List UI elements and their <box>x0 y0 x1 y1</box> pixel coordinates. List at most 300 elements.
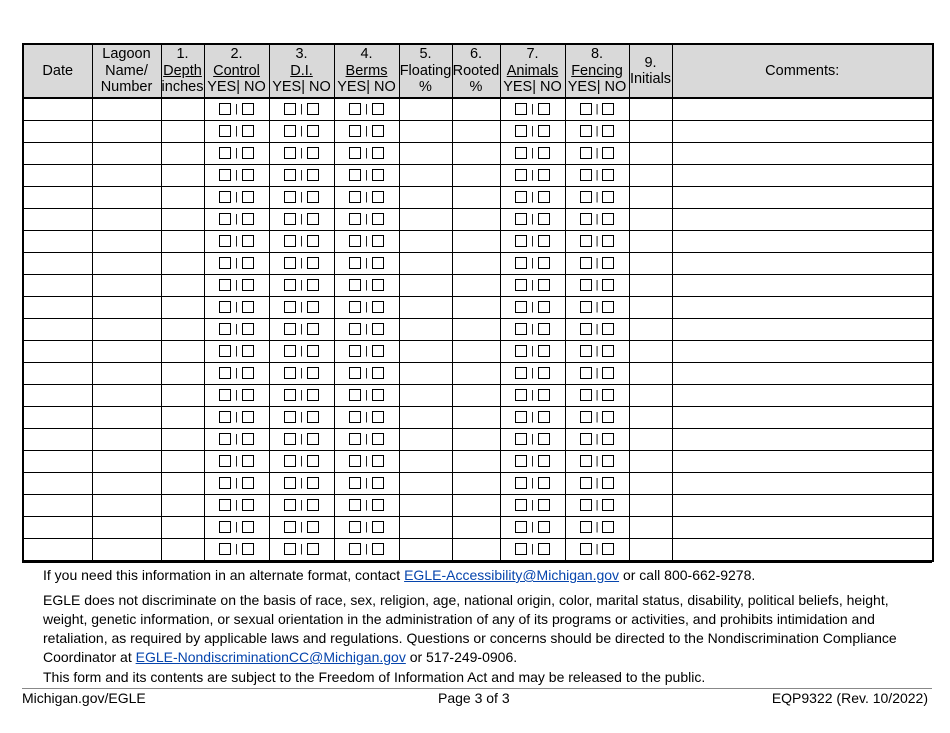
cell-lagoon-input[interactable] <box>92 495 161 517</box>
cell-date-input[interactable] <box>23 319 92 341</box>
cell-rooted-input[interactable] <box>452 363 500 385</box>
cell-lagoon-input[interactable] <box>92 297 161 319</box>
di-yes-checkbox[interactable] <box>284 543 296 555</box>
cell-initials-input[interactable] <box>629 121 672 143</box>
berms-yes-checkbox[interactable] <box>349 279 361 291</box>
cell-initials-input[interactable] <box>629 165 672 187</box>
cell-comments-input[interactable] <box>672 98 933 121</box>
control-no-checkbox[interactable] <box>242 235 254 247</box>
animals-yes-checkbox[interactable] <box>515 499 527 511</box>
fencing-no-checkbox[interactable] <box>602 125 614 137</box>
control-no-checkbox[interactable] <box>242 147 254 159</box>
fencing-yes-checkbox[interactable] <box>580 191 592 203</box>
control-yes-checkbox[interactable] <box>219 367 231 379</box>
cell-rooted-input[interactable] <box>452 407 500 429</box>
cell-date-input[interactable] <box>23 341 92 363</box>
di-no-checkbox[interactable] <box>307 103 319 115</box>
fencing-no-checkbox[interactable] <box>602 169 614 181</box>
cell-date-input[interactable] <box>23 429 92 451</box>
cell-floating-input[interactable] <box>399 121 452 143</box>
berms-yes-checkbox[interactable] <box>349 103 361 115</box>
cell-comments-input[interactable] <box>672 451 933 473</box>
berms-no-checkbox[interactable] <box>372 147 384 159</box>
cell-comments-input[interactable] <box>672 429 933 451</box>
cell-floating-input[interactable] <box>399 165 452 187</box>
fencing-yes-checkbox[interactable] <box>580 543 592 555</box>
cell-lagoon-input[interactable] <box>92 98 161 121</box>
fencing-yes-checkbox[interactable] <box>580 455 592 467</box>
cell-lagoon-input[interactable] <box>92 275 161 297</box>
cell-date-input[interactable] <box>23 297 92 319</box>
cell-date-input[interactable] <box>23 451 92 473</box>
fencing-yes-checkbox[interactable] <box>580 169 592 181</box>
control-yes-checkbox[interactable] <box>219 213 231 225</box>
cell-depth-input[interactable] <box>161 209 204 231</box>
control-no-checkbox[interactable] <box>242 521 254 533</box>
control-yes-checkbox[interactable] <box>219 301 231 313</box>
cell-date-input[interactable] <box>23 517 92 539</box>
control-yes-checkbox[interactable] <box>219 389 231 401</box>
animals-no-checkbox[interactable] <box>538 367 550 379</box>
cell-comments-input[interactable] <box>672 319 933 341</box>
cell-floating-input[interactable] <box>399 98 452 121</box>
cell-initials-input[interactable] <box>629 539 672 562</box>
cell-date-input[interactable] <box>23 121 92 143</box>
cell-rooted-input[interactable] <box>452 165 500 187</box>
cell-depth-input[interactable] <box>161 319 204 341</box>
fencing-yes-checkbox[interactable] <box>580 521 592 533</box>
cell-rooted-input[interactable] <box>452 473 500 495</box>
fencing-no-checkbox[interactable] <box>602 499 614 511</box>
berms-yes-checkbox[interactable] <box>349 323 361 335</box>
fencing-yes-checkbox[interactable] <box>580 301 592 313</box>
berms-no-checkbox[interactable] <box>372 191 384 203</box>
animals-no-checkbox[interactable] <box>538 411 550 423</box>
berms-yes-checkbox[interactable] <box>349 411 361 423</box>
cell-lagoon-input[interactable] <box>92 187 161 209</box>
cell-depth-input[interactable] <box>161 473 204 495</box>
di-no-checkbox[interactable] <box>307 301 319 313</box>
di-no-checkbox[interactable] <box>307 499 319 511</box>
fencing-no-checkbox[interactable] <box>602 103 614 115</box>
cell-depth-input[interactable] <box>161 429 204 451</box>
control-no-checkbox[interactable] <box>242 389 254 401</box>
cell-rooted-input[interactable] <box>452 517 500 539</box>
cell-date-input[interactable] <box>23 98 92 121</box>
cell-date-input[interactable] <box>23 407 92 429</box>
fencing-yes-checkbox[interactable] <box>580 279 592 291</box>
fencing-no-checkbox[interactable] <box>602 367 614 379</box>
animals-no-checkbox[interactable] <box>538 455 550 467</box>
animals-yes-checkbox[interactable] <box>515 323 527 335</box>
berms-yes-checkbox[interactable] <box>349 235 361 247</box>
berms-yes-checkbox[interactable] <box>349 147 361 159</box>
fencing-no-checkbox[interactable] <box>602 257 614 269</box>
di-no-checkbox[interactable] <box>307 389 319 401</box>
cell-lagoon-input[interactable] <box>92 363 161 385</box>
di-yes-checkbox[interactable] <box>284 301 296 313</box>
berms-no-checkbox[interactable] <box>372 367 384 379</box>
fencing-no-checkbox[interactable] <box>602 191 614 203</box>
animals-yes-checkbox[interactable] <box>515 169 527 181</box>
cell-rooted-input[interactable] <box>452 187 500 209</box>
control-no-checkbox[interactable] <box>242 191 254 203</box>
cell-comments-input[interactable] <box>672 341 933 363</box>
cell-rooted-input[interactable] <box>452 121 500 143</box>
berms-yes-checkbox[interactable] <box>349 499 361 511</box>
di-no-checkbox[interactable] <box>307 213 319 225</box>
cell-floating-input[interactable] <box>399 495 452 517</box>
fencing-no-checkbox[interactable] <box>602 411 614 423</box>
fencing-no-checkbox[interactable] <box>602 455 614 467</box>
fencing-yes-checkbox[interactable] <box>580 213 592 225</box>
animals-no-checkbox[interactable] <box>538 301 550 313</box>
animals-yes-checkbox[interactable] <box>515 521 527 533</box>
cell-date-input[interactable] <box>23 253 92 275</box>
di-no-checkbox[interactable] <box>307 169 319 181</box>
cell-floating-input[interactable] <box>399 473 452 495</box>
cell-initials-input[interactable] <box>629 209 672 231</box>
control-no-checkbox[interactable] <box>242 301 254 313</box>
cell-initials-input[interactable] <box>629 407 672 429</box>
control-no-checkbox[interactable] <box>242 477 254 489</box>
berms-no-checkbox[interactable] <box>372 301 384 313</box>
di-yes-checkbox[interactable] <box>284 499 296 511</box>
fencing-yes-checkbox[interactable] <box>580 125 592 137</box>
cell-depth-input[interactable] <box>161 98 204 121</box>
fencing-no-checkbox[interactable] <box>602 235 614 247</box>
cell-floating-input[interactable] <box>399 341 452 363</box>
cell-comments-input[interactable] <box>672 231 933 253</box>
fencing-no-checkbox[interactable] <box>602 389 614 401</box>
animals-no-checkbox[interactable] <box>538 257 550 269</box>
cell-lagoon-input[interactable] <box>92 407 161 429</box>
berms-no-checkbox[interactable] <box>372 213 384 225</box>
berms-yes-checkbox[interactable] <box>349 345 361 357</box>
cell-rooted-input[interactable] <box>452 209 500 231</box>
cell-rooted-input[interactable] <box>452 385 500 407</box>
animals-no-checkbox[interactable] <box>538 433 550 445</box>
cell-initials-input[interactable] <box>629 187 672 209</box>
animals-yes-checkbox[interactable] <box>515 411 527 423</box>
cell-floating-input[interactable] <box>399 539 452 562</box>
animals-yes-checkbox[interactable] <box>515 301 527 313</box>
fencing-no-checkbox[interactable] <box>602 477 614 489</box>
di-no-checkbox[interactable] <box>307 433 319 445</box>
animals-yes-checkbox[interactable] <box>515 345 527 357</box>
di-no-checkbox[interactable] <box>307 477 319 489</box>
cell-floating-input[interactable] <box>399 407 452 429</box>
berms-no-checkbox[interactable] <box>372 323 384 335</box>
control-yes-checkbox[interactable] <box>219 169 231 181</box>
animals-yes-checkbox[interactable] <box>515 477 527 489</box>
control-yes-checkbox[interactable] <box>219 235 231 247</box>
control-yes-checkbox[interactable] <box>219 477 231 489</box>
cell-initials-input[interactable] <box>629 517 672 539</box>
cell-lagoon-input[interactable] <box>92 231 161 253</box>
di-yes-checkbox[interactable] <box>284 345 296 357</box>
fencing-no-checkbox[interactable] <box>602 543 614 555</box>
berms-no-checkbox[interactable] <box>372 455 384 467</box>
di-yes-checkbox[interactable] <box>284 169 296 181</box>
cell-date-input[interactable] <box>23 495 92 517</box>
cell-date-input[interactable] <box>23 539 92 562</box>
berms-no-checkbox[interactable] <box>372 125 384 137</box>
berms-no-checkbox[interactable] <box>372 279 384 291</box>
di-yes-checkbox[interactable] <box>284 433 296 445</box>
cell-depth-input[interactable] <box>161 451 204 473</box>
berms-no-checkbox[interactable] <box>372 257 384 269</box>
control-no-checkbox[interactable] <box>242 345 254 357</box>
cell-lagoon-input[interactable] <box>92 539 161 562</box>
animals-no-checkbox[interactable] <box>538 499 550 511</box>
di-yes-checkbox[interactable] <box>284 191 296 203</box>
di-no-checkbox[interactable] <box>307 191 319 203</box>
fencing-yes-checkbox[interactable] <box>580 345 592 357</box>
control-yes-checkbox[interactable] <box>219 521 231 533</box>
control-no-checkbox[interactable] <box>242 257 254 269</box>
cell-date-input[interactable] <box>23 165 92 187</box>
di-no-checkbox[interactable] <box>307 411 319 423</box>
animals-no-checkbox[interactable] <box>538 169 550 181</box>
cell-initials-input[interactable] <box>629 451 672 473</box>
cell-lagoon-input[interactable] <box>92 385 161 407</box>
cell-comments-input[interactable] <box>672 385 933 407</box>
cell-comments-input[interactable] <box>672 187 933 209</box>
cell-comments-input[interactable] <box>672 275 933 297</box>
fencing-yes-checkbox[interactable] <box>580 499 592 511</box>
berms-yes-checkbox[interactable] <box>349 389 361 401</box>
control-yes-checkbox[interactable] <box>219 257 231 269</box>
cell-lagoon-input[interactable] <box>92 253 161 275</box>
cell-rooted-input[interactable] <box>452 297 500 319</box>
cell-depth-input[interactable] <box>161 407 204 429</box>
cell-comments-input[interactable] <box>672 495 933 517</box>
di-yes-checkbox[interactable] <box>284 257 296 269</box>
di-yes-checkbox[interactable] <box>284 213 296 225</box>
di-no-checkbox[interactable] <box>307 521 319 533</box>
cell-floating-input[interactable] <box>399 187 452 209</box>
fencing-yes-checkbox[interactable] <box>580 411 592 423</box>
animals-yes-checkbox[interactable] <box>515 213 527 225</box>
cell-date-input[interactable] <box>23 187 92 209</box>
cell-depth-input[interactable] <box>161 385 204 407</box>
cell-rooted-input[interactable] <box>452 98 500 121</box>
animals-no-checkbox[interactable] <box>538 389 550 401</box>
cell-lagoon-input[interactable] <box>92 319 161 341</box>
berms-no-checkbox[interactable] <box>372 499 384 511</box>
animals-yes-checkbox[interactable] <box>515 235 527 247</box>
control-yes-checkbox[interactable] <box>219 455 231 467</box>
cell-comments-input[interactable] <box>672 121 933 143</box>
berms-no-checkbox[interactable] <box>372 389 384 401</box>
control-no-checkbox[interactable] <box>242 103 254 115</box>
fencing-yes-checkbox[interactable] <box>580 433 592 445</box>
cell-initials-input[interactable] <box>629 143 672 165</box>
fencing-yes-checkbox[interactable] <box>580 147 592 159</box>
cell-depth-input[interactable] <box>161 275 204 297</box>
cell-rooted-input[interactable] <box>452 495 500 517</box>
cell-floating-input[interactable] <box>399 451 452 473</box>
control-yes-checkbox[interactable] <box>219 103 231 115</box>
fencing-yes-checkbox[interactable] <box>580 235 592 247</box>
cell-rooted-input[interactable] <box>452 429 500 451</box>
animals-no-checkbox[interactable] <box>538 191 550 203</box>
fencing-no-checkbox[interactable] <box>602 345 614 357</box>
cell-floating-input[interactable] <box>399 143 452 165</box>
control-no-checkbox[interactable] <box>242 279 254 291</box>
berms-yes-checkbox[interactable] <box>349 301 361 313</box>
animals-yes-checkbox[interactable] <box>515 279 527 291</box>
fencing-no-checkbox[interactable] <box>602 323 614 335</box>
cell-lagoon-input[interactable] <box>92 451 161 473</box>
cell-lagoon-input[interactable] <box>92 209 161 231</box>
cell-floating-input[interactable] <box>399 385 452 407</box>
animals-no-checkbox[interactable] <box>538 521 550 533</box>
control-yes-checkbox[interactable] <box>219 279 231 291</box>
animals-yes-checkbox[interactable] <box>515 191 527 203</box>
cell-depth-input[interactable] <box>161 165 204 187</box>
control-no-checkbox[interactable] <box>242 455 254 467</box>
di-yes-checkbox[interactable] <box>284 367 296 379</box>
fencing-yes-checkbox[interactable] <box>580 103 592 115</box>
di-no-checkbox[interactable] <box>307 323 319 335</box>
cell-depth-input[interactable] <box>161 341 204 363</box>
cell-date-input[interactable] <box>23 385 92 407</box>
control-yes-checkbox[interactable] <box>219 499 231 511</box>
cell-depth-input[interactable] <box>161 539 204 562</box>
cell-comments-input[interactable] <box>672 539 933 562</box>
animals-yes-checkbox[interactable] <box>515 147 527 159</box>
cell-comments-input[interactable] <box>672 143 933 165</box>
cell-lagoon-input[interactable] <box>92 341 161 363</box>
cell-depth-input[interactable] <box>161 187 204 209</box>
control-no-checkbox[interactable] <box>242 411 254 423</box>
fencing-no-checkbox[interactable] <box>602 147 614 159</box>
cell-initials-input[interactable] <box>629 495 672 517</box>
animals-no-checkbox[interactable] <box>538 103 550 115</box>
cell-depth-input[interactable] <box>161 517 204 539</box>
berms-no-checkbox[interactable] <box>372 521 384 533</box>
cell-initials-input[interactable] <box>629 473 672 495</box>
animals-yes-checkbox[interactable] <box>515 543 527 555</box>
cell-floating-input[interactable] <box>399 275 452 297</box>
cell-rooted-input[interactable] <box>452 231 500 253</box>
animals-yes-checkbox[interactable] <box>515 455 527 467</box>
animals-yes-checkbox[interactable] <box>515 367 527 379</box>
di-yes-checkbox[interactable] <box>284 235 296 247</box>
animals-no-checkbox[interactable] <box>538 345 550 357</box>
di-yes-checkbox[interactable] <box>284 477 296 489</box>
cell-comments-input[interactable] <box>672 407 933 429</box>
cell-date-input[interactable] <box>23 209 92 231</box>
cell-floating-input[interactable] <box>399 319 452 341</box>
di-no-checkbox[interactable] <box>307 367 319 379</box>
cell-floating-input[interactable] <box>399 517 452 539</box>
berms-no-checkbox[interactable] <box>372 103 384 115</box>
berms-yes-checkbox[interactable] <box>349 543 361 555</box>
berms-no-checkbox[interactable] <box>372 235 384 247</box>
cell-comments-input[interactable] <box>672 165 933 187</box>
animals-no-checkbox[interactable] <box>538 323 550 335</box>
cell-date-input[interactable] <box>23 473 92 495</box>
berms-yes-checkbox[interactable] <box>349 169 361 181</box>
di-yes-checkbox[interactable] <box>284 521 296 533</box>
cell-depth-input[interactable] <box>161 253 204 275</box>
berms-no-checkbox[interactable] <box>372 411 384 423</box>
di-yes-checkbox[interactable] <box>284 411 296 423</box>
fencing-yes-checkbox[interactable] <box>580 367 592 379</box>
di-no-checkbox[interactable] <box>307 257 319 269</box>
fencing-no-checkbox[interactable] <box>602 521 614 533</box>
cell-date-input[interactable] <box>23 275 92 297</box>
berms-yes-checkbox[interactable] <box>349 191 361 203</box>
di-no-checkbox[interactable] <box>307 235 319 247</box>
di-no-checkbox[interactable] <box>307 147 319 159</box>
cell-rooted-input[interactable] <box>452 143 500 165</box>
cell-floating-input[interactable] <box>399 363 452 385</box>
berms-yes-checkbox[interactable] <box>349 477 361 489</box>
animals-no-checkbox[interactable] <box>538 125 550 137</box>
cell-initials-input[interactable] <box>629 429 672 451</box>
cell-date-input[interactable] <box>23 143 92 165</box>
cell-initials-input[interactable] <box>629 253 672 275</box>
cell-comments-input[interactable] <box>672 253 933 275</box>
control-no-checkbox[interactable] <box>242 169 254 181</box>
control-no-checkbox[interactable] <box>242 125 254 137</box>
cell-initials-input[interactable] <box>629 98 672 121</box>
animals-yes-checkbox[interactable] <box>515 257 527 269</box>
animals-no-checkbox[interactable] <box>538 235 550 247</box>
cell-lagoon-input[interactable] <box>92 517 161 539</box>
animals-no-checkbox[interactable] <box>538 213 550 225</box>
cell-date-input[interactable] <box>23 363 92 385</box>
berms-no-checkbox[interactable] <box>372 345 384 357</box>
cell-rooted-input[interactable] <box>452 539 500 562</box>
cell-initials-input[interactable] <box>629 275 672 297</box>
cell-floating-input[interactable] <box>399 297 452 319</box>
cell-depth-input[interactable] <box>161 297 204 319</box>
animals-no-checkbox[interactable] <box>538 543 550 555</box>
animals-yes-checkbox[interactable] <box>515 389 527 401</box>
cell-lagoon-input[interactable] <box>92 121 161 143</box>
cell-initials-input[interactable] <box>629 319 672 341</box>
fencing-yes-checkbox[interactable] <box>580 257 592 269</box>
cell-depth-input[interactable] <box>161 495 204 517</box>
accessibility-email-link[interactable]: EGLE-Accessibility@Michigan.gov <box>404 567 620 583</box>
control-yes-checkbox[interactable] <box>219 433 231 445</box>
control-yes-checkbox[interactable] <box>219 411 231 423</box>
cell-rooted-input[interactable] <box>452 275 500 297</box>
cell-rooted-input[interactable] <box>452 253 500 275</box>
cell-depth-input[interactable] <box>161 363 204 385</box>
berms-yes-checkbox[interactable] <box>349 521 361 533</box>
berms-yes-checkbox[interactable] <box>349 367 361 379</box>
berms-yes-checkbox[interactable] <box>349 213 361 225</box>
cell-comments-input[interactable] <box>672 297 933 319</box>
berms-yes-checkbox[interactable] <box>349 433 361 445</box>
cell-initials-input[interactable] <box>629 297 672 319</box>
control-yes-checkbox[interactable] <box>219 323 231 335</box>
di-no-checkbox[interactable] <box>307 455 319 467</box>
cell-floating-input[interactable] <box>399 231 452 253</box>
animals-no-checkbox[interactable] <box>538 147 550 159</box>
cell-initials-input[interactable] <box>629 341 672 363</box>
cell-lagoon-input[interactable] <box>92 165 161 187</box>
cell-depth-input[interactable] <box>161 143 204 165</box>
di-yes-checkbox[interactable] <box>284 279 296 291</box>
di-no-checkbox[interactable] <box>307 543 319 555</box>
